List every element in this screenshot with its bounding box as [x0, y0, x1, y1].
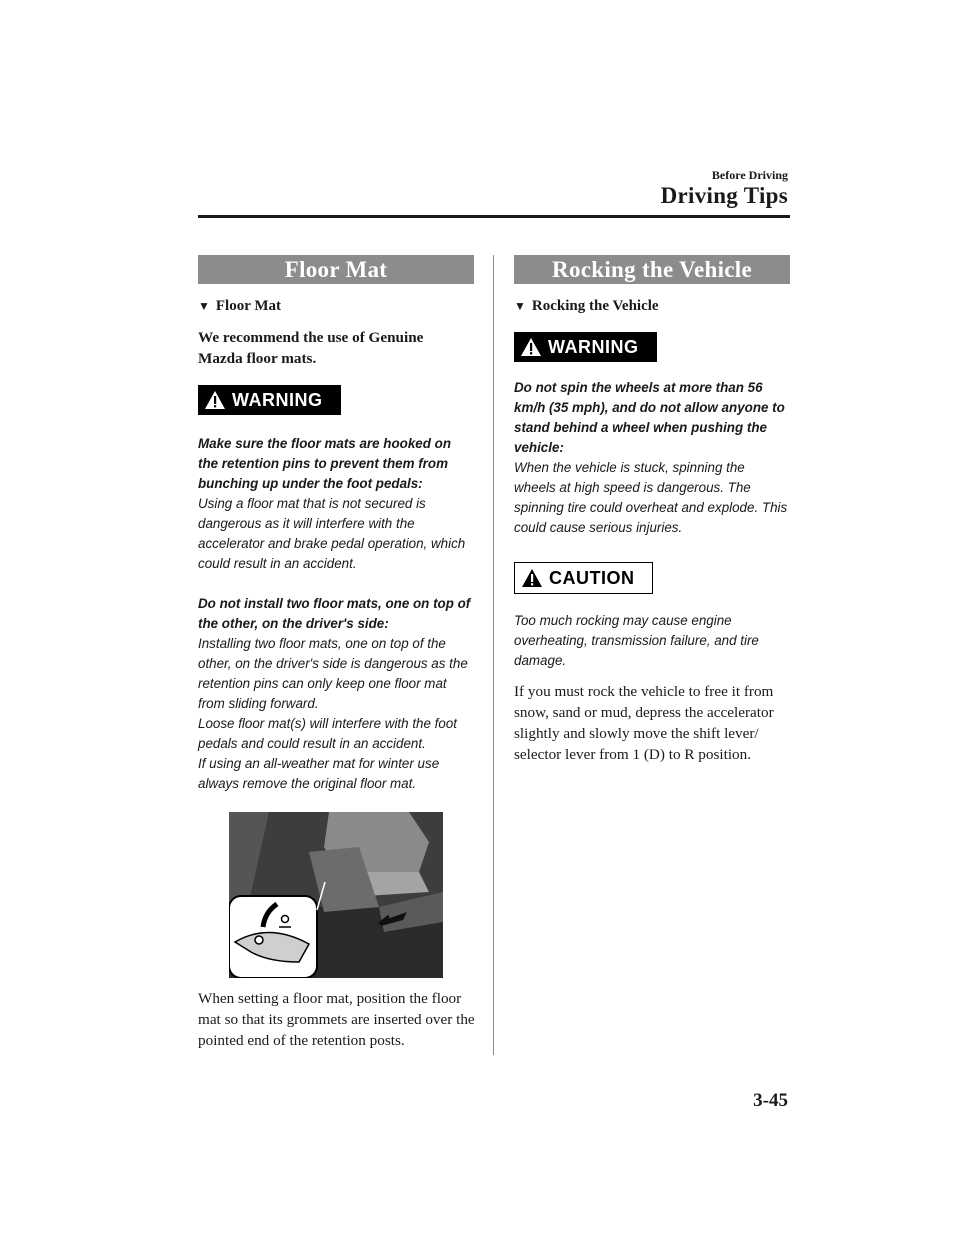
section-banner-floor-mat: Floor Mat: [198, 255, 474, 284]
subhead-label: Floor Mat: [215, 298, 282, 314]
page-number: 3-45: [753, 1090, 788, 1111]
subhead-floor-mat: [198, 297, 474, 315]
subhead-label: Rocking the Vehicle: [531, 298, 659, 314]
rocking-warning-text: When the vehicle is stuck, spinning the wheels at high speed is dangerous. The spinning tire could overheat and explode. This could cause serious injuries.: [514, 460, 788, 535]
warning-label: WARNING: [232, 389, 323, 410]
warning-badge-right: [514, 332, 790, 362]
left-column: [198, 255, 474, 1051]
warning1-bold: Make sure the floor mats are hooked on the retention pins to prevent them from bunching up under the foot pedals:: [198, 436, 451, 491]
header-section: Before Driving: [711, 168, 788, 182]
floor-mat-photo-icon: [229, 812, 443, 978]
warning-badge-left: [198, 385, 474, 415]
warning2-bold: Do not install two floor mats, one on top of the other, on the driver's side:: [198, 596, 471, 631]
rocking-body-text: If you must rock the vehicle to free it from snow, sand or mud, depress the accelerator slightly and slowly move the shift lever/ selector lever from 1 (D) to R position.: [514, 683, 774, 763]
warning-icon: [520, 337, 542, 357]
column-divider: [493, 255, 494, 1055]
warning1-text: Using a floor mat that is not secured is dangerous as it will interfere with the accelerator and brake pedal operation, which could result in an accident.: [198, 496, 466, 571]
header-rule: [198, 215, 790, 218]
caution-icon: [521, 568, 543, 588]
warning-icon: [204, 390, 226, 410]
triangle-down-icon: ▼: [198, 299, 210, 313]
intro-text: We recommend the use of Genuine Mazda floor mats.: [198, 329, 424, 367]
warning2-text2: Loose floor mat(s) will interfere with the foot pedals and could result in an accident.: [198, 716, 457, 751]
caution-label: CAUTION: [549, 567, 635, 588]
warning2-text1: Installing two floor mats, one on top of the other, on the driver's side is dangerous as the retention pins can only keep one floor mat from sliding forward.: [198, 636, 468, 711]
caution-text: Too much rocking may cause engine overheating, transmission failure, and tire damage.: [514, 613, 759, 668]
triangle-down-icon: ▼: [514, 299, 526, 313]
floor-mat-figure: [229, 812, 443, 978]
warning-label: WARNING: [548, 336, 639, 357]
caution-badge: [514, 562, 790, 594]
subhead-rocking: [514, 297, 790, 315]
header-chapter: Driving Tips: [660, 183, 788, 208]
right-column: [514, 255, 790, 765]
warning2-text3: If using an all-weather mat for winter use always remove the original floor mat.: [198, 756, 440, 791]
section-banner-rocking: Rocking the Vehicle: [514, 255, 790, 284]
rocking-warning-bold: Do not spin the wheels at more than 56 km/h (35 mph), and do not allow anyone to stand behind a wheel when pushing the vehicle:: [514, 380, 785, 455]
figure-caption: When setting a floor mat, position the floor mat so that its grommets are inserted over the pointed end of the retention posts.: [198, 990, 475, 1049]
